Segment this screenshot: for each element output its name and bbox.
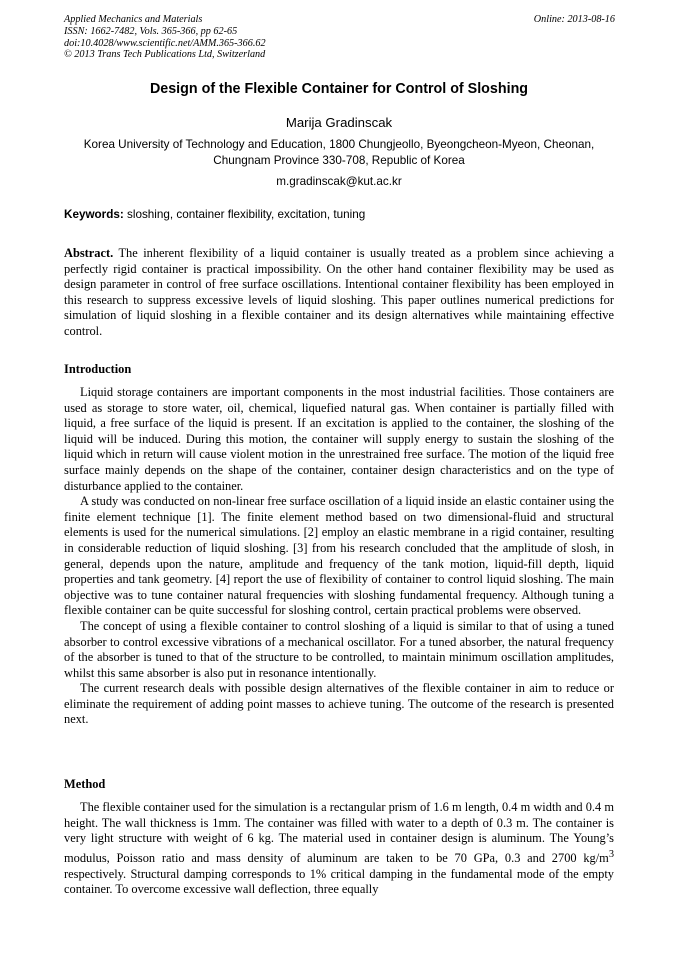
online-date: Online: 2013-08-16 — [533, 14, 615, 25]
method-superscript: 3 — [608, 848, 614, 860]
journal-doi: doi:10.4028/www.scientific.net/AMM.365-366.62 — [64, 37, 266, 49]
introduction-paragraph: A study was conducted on non-linear free surface oscillation of a liquid inside an elastic container using the finite element technique [1]. The finite element method based on two dimensional-fluid and structural elements is used for the numerical simulations. [2] employ an elastic membrane in a rigid container, resulting in considerable reduction of liquid sloshing. [3] from his research concluded that the amplitude of slosh, in general, depends upon the nature, amplitude and frequency of the tank motion, liquid-fill depth, liquid properties and tank geometry. [4] report the use of flexibility of container to control liquid sloshing. The main objective was to tune container natural frequencies with sloshing fundamental frequency. Although tuning a flexible container can be quite successful for sloshing control, certain practical problems were observed. — [64, 494, 614, 618]
introduction-paragraph: The concept of using a flexible container to control sloshing of a liquid is similar to that of using a tuned absorber to control excessive vibrations of a mechanical oscillator. For a tuned absorber, the natural frequency of the absorber is tuned to that of the structure to be controlled, to maintain minimum oscillation amplitudes, whilst this same absorber is also put in resonance intentionally. — [64, 618, 614, 680]
journal-header — [64, 14, 266, 61]
introduction-paragraph: The current research deals with possible design alternatives of the flexible container in aim to reduce or eliminate the requirement of adding point masses to achieve tuning. The outcome of the research is presented next. — [64, 681, 614, 727]
method-body — [64, 800, 614, 898]
keywords-text: sloshing, container flexibility, excitation, tuning — [127, 208, 366, 221]
keywords-label: Keywords: — [64, 208, 124, 221]
method-text-part1: The flexible container used for the simulation is a rectangular prism of 1.6 m length, 0.4 m width and 0.4 m height. The wall thickness is 1mm. The container was filled with water to a depth of 0.3 m. The container is very light structure with weight of 6 kg. The material used in container design is aluminum. The Young’s modulus, Poisson ratio and mass density of aluminum are taken to be 70 GPa, 0.3 and 2700 kg/m — [64, 800, 614, 865]
introduction-paragraph: Liquid storage containers are important components in the most industrial facilities. Those containers are used as storage to store water, oil, chemical, liquefied natural gas. When container is partially filled with liquid, a free surface of the liquid is present. If an excitation is applied to the container, the sloshing of the liquid will be induced. During this motion, the container will supply energy to sustain the sloshing of the liquid which in return will cause violent motion in the unrestrained free surface. The motion of the liquid free surface mainly depends on the shape of the container, container design characteristics and on the type of disturbance applied to the container. — [64, 385, 614, 493]
abstract-label: Abstract. — [64, 246, 114, 260]
keywords — [64, 208, 614, 221]
author-affiliation: Korea University of Technology and Education, 1800 Chungjeollo, Byeongcheon-Myeon, Cheonan, Chungnam Province 330-708, Republic of Korea — [83, 138, 595, 167]
introduction-heading: Introduction — [64, 362, 132, 376]
journal-copyright: © 2013 Trans Tech Publications Ltd, Switzerland — [64, 49, 266, 61]
introduction-body — [64, 385, 614, 728]
method-text-part2: respectively. Structural damping corresponds to 1% critical damping in the fundamental mode of the empty container. To overcome excessive wall deflection, three equally — [64, 866, 614, 897]
author-name: Marija Gradinscak — [285, 115, 393, 130]
journal-name: Applied Mechanics and Materials — [64, 14, 203, 25]
method-heading: Method — [64, 777, 106, 791]
abstract — [64, 246, 614, 340]
author-email: m.gradinscak@kut.ac.kr — [276, 175, 402, 188]
journal-issn: ISSN: 1662-7482, Vols. 365-366, pp 62-65 — [64, 25, 238, 37]
abstract-text: The inherent flexibility of a liquid container is usually treated as a problem since achieving a perfectly rigid container is practical impossibility. On the other hand container flexibility may be used as design parameter in control of free surface oscillations. Intentional container flexibility has been employed in this research to suppress excessive levels of liquid sloshing. This paper outlines numerical predictions for simulation of liquid sloshing in a flexible container and its design alternatives while maintaining effective control. — [64, 246, 614, 338]
method-paragraph — [64, 800, 614, 898]
paper-title: Design of the Flexible Container for Control of Sloshing — [149, 81, 529, 97]
